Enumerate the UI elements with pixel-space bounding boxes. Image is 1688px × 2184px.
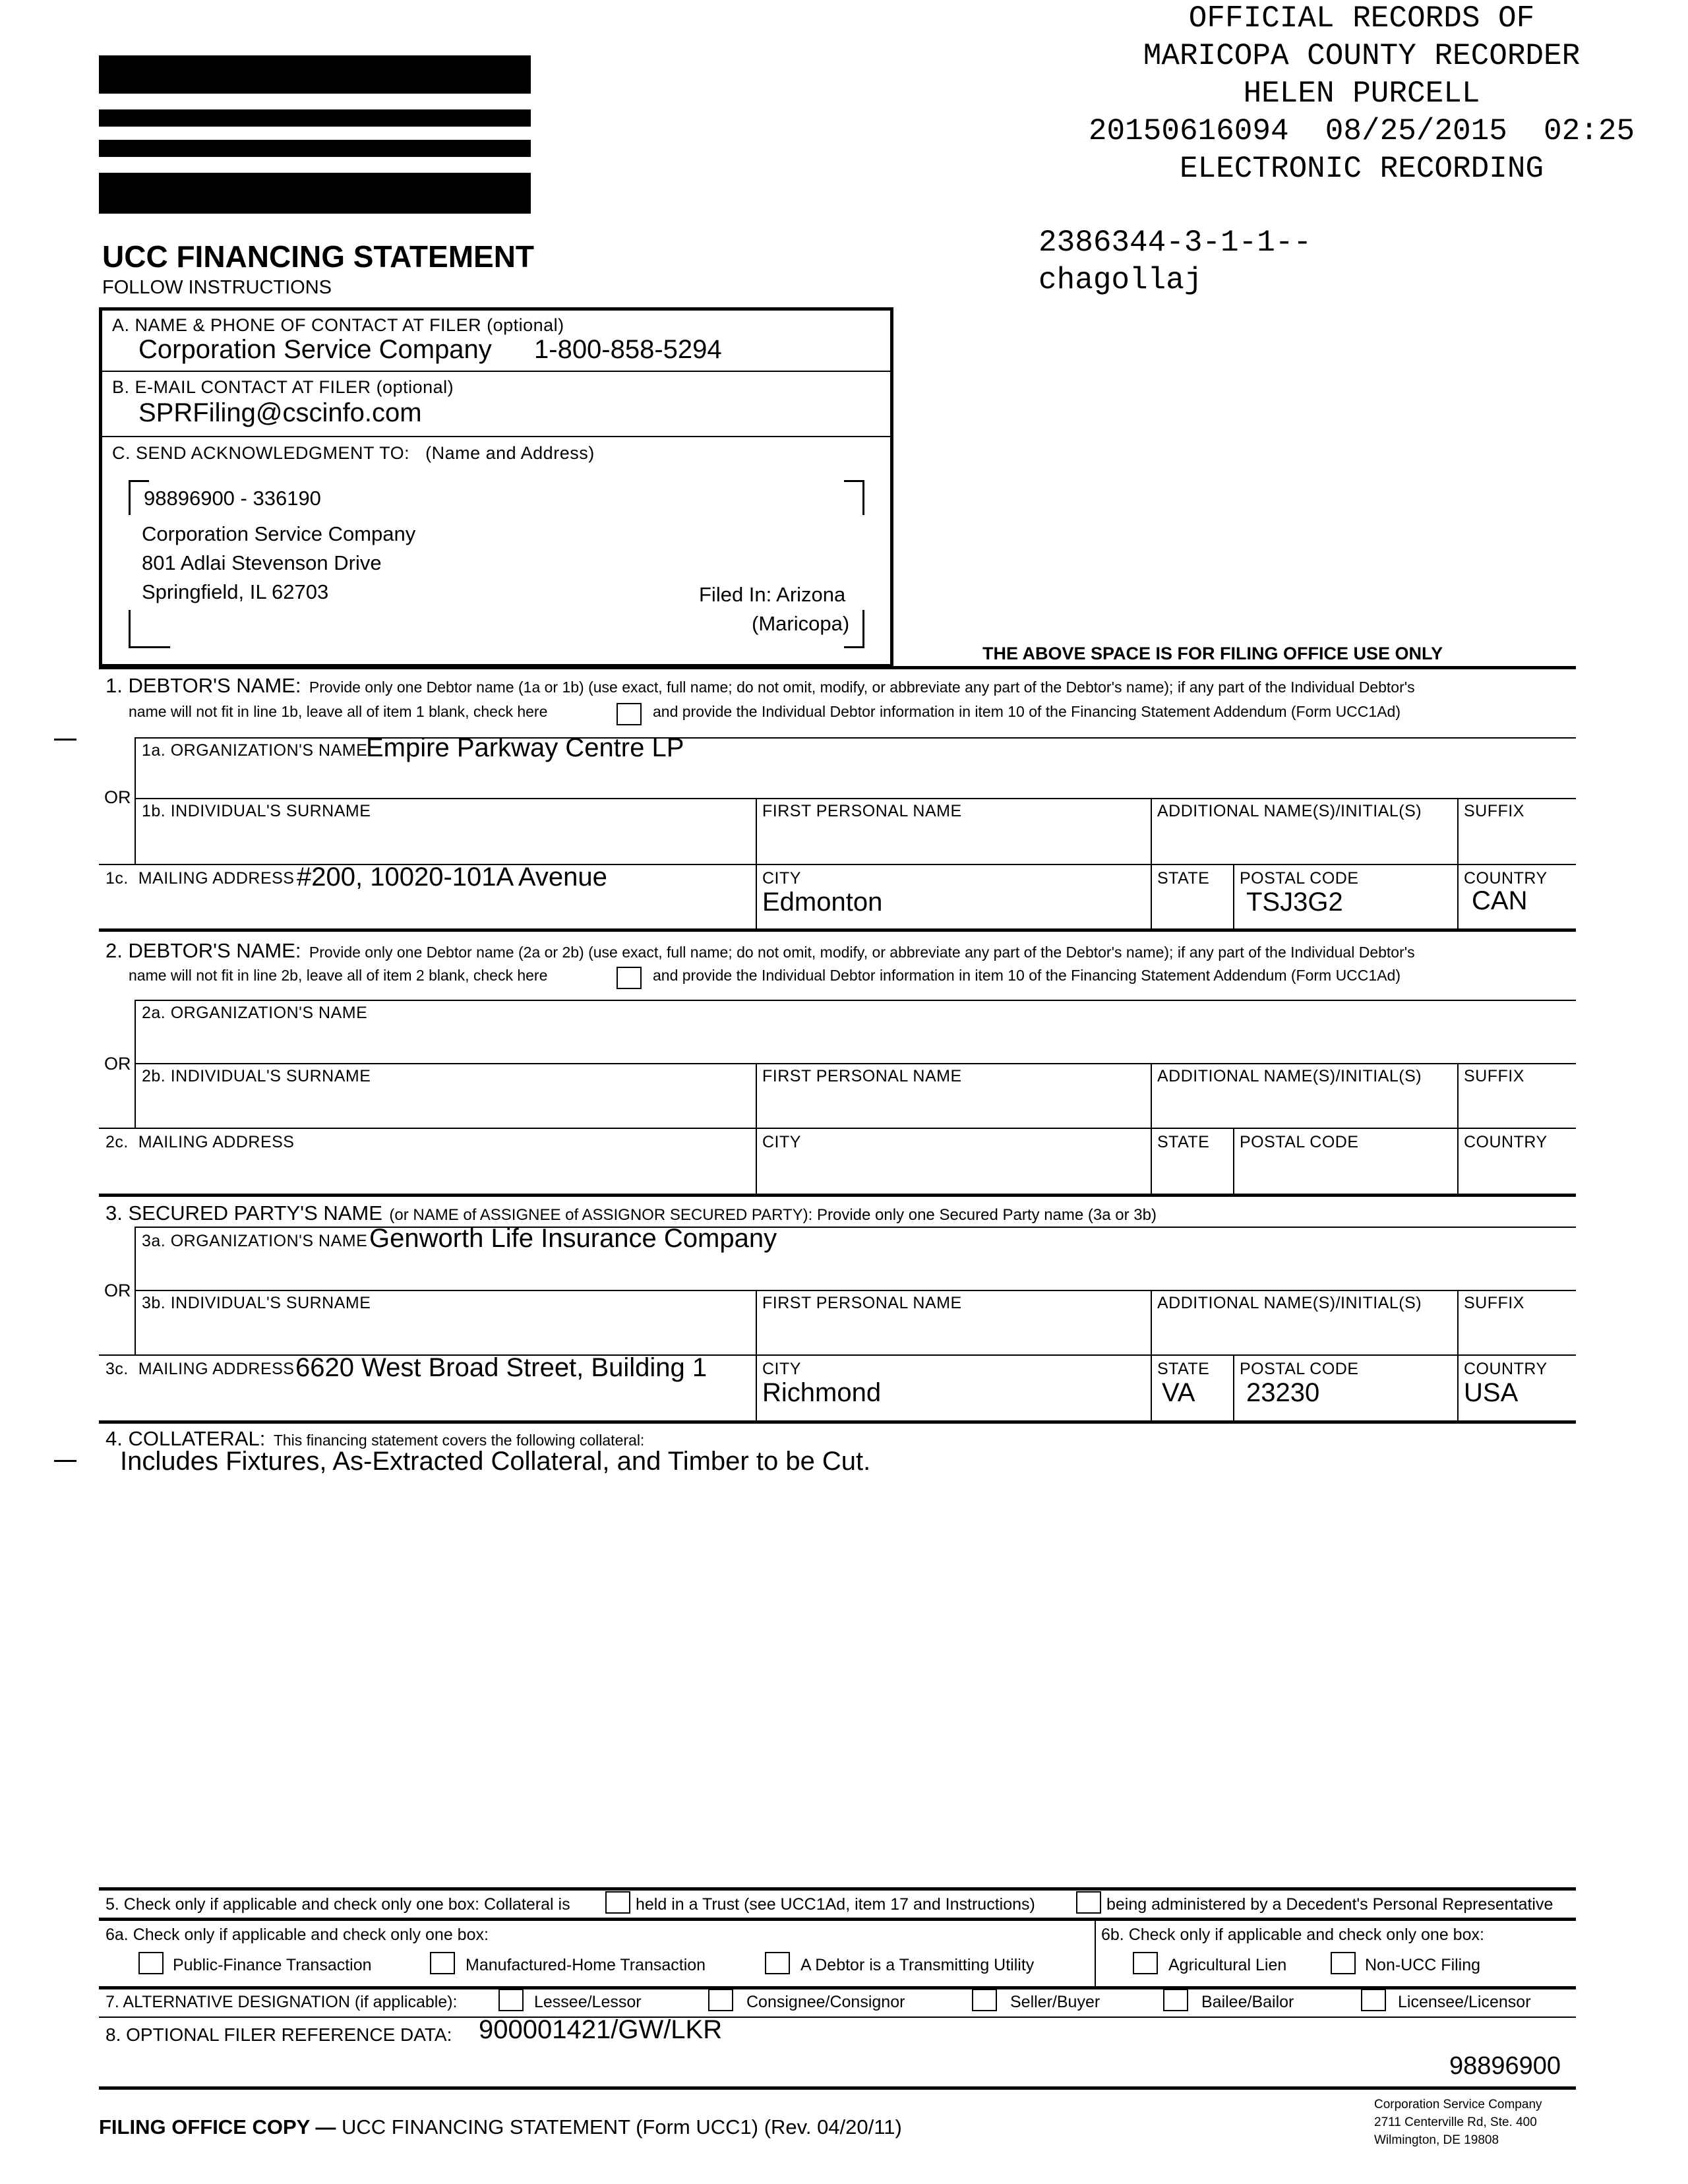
secured-state-label: STATE <box>1157 1360 1210 1378</box>
debtor2-org-label: 2a. ORGANIZATION'S NAME <box>142 1004 368 1022</box>
secured-city-label: CITY <box>762 1360 801 1378</box>
public-finance-checkbox[interactable] <box>138 1952 164 1974</box>
debtor1-inst2a: name will not fit in line 1b, leave all of item 1 blank, check here <box>129 703 548 720</box>
debtor1-city-value: Edmonton <box>762 888 883 917</box>
recorder-ref <box>1039 224 1311 299</box>
recorder-ref2: chagollaj <box>1039 263 1203 297</box>
recorder-line5: ELECTRONIC RECORDING <box>1179 152 1544 186</box>
debtor1-mail-value: #200, 10020-101A Avenue <box>297 863 607 892</box>
filer-a-name: Corporation Service Company <box>138 335 492 364</box>
licensee-licensor-checkbox[interactable] <box>1361 1989 1386 2011</box>
item7-text: 7. ALTERNATIVE DESIGNATION (if applicable): <box>106 1993 458 2011</box>
debtor1-heading <box>106 674 1415 698</box>
transmitting-utility-checkbox[interactable] <box>765 1952 790 1974</box>
form-title: UCC FINANCING STATEMENT <box>102 239 535 274</box>
filer-c-label: C. SEND ACKNOWLEDGMENT TO: (Name and Address) <box>112 443 595 463</box>
recorder-line3: HELEN PURCELL <box>1243 76 1480 111</box>
item7-opt3: Seller/Buyer <box>1010 1993 1100 2011</box>
debtor1-country-value: CAN <box>1472 886 1528 915</box>
debtor1-addendum-checkbox[interactable] <box>617 703 642 725</box>
secured-org-label: 3a. ORGANIZATION'S NAME <box>142 1232 368 1250</box>
form-subtitle: FOLLOW INSTRUCTIONS <box>102 277 332 298</box>
ack-street: 801 Adlai Stevenson Drive <box>142 551 382 574</box>
footer-address <box>1374 2096 1542 2149</box>
debtor1-city-label: CITY <box>762 869 801 888</box>
debtor1-heading-inst: Provide only one Debtor name (1a or 1b) (use exact, full name; do not omit, modify, or abbreviate any part of the Debtor's name); if any part of the Individual Debtor's <box>309 679 1415 696</box>
item7-opt5: Licensee/Licensor <box>1398 1993 1531 2011</box>
secured-heading-num: 3. SECURED PARTY'S NAME <box>106 1201 382 1225</box>
footer-copy-label: FILING OFFICE COPY — <box>99 2115 336 2138</box>
item6a-opt3: A Debtor is a Transmitting Utility <box>800 1956 1035 1974</box>
debtor1-postal-value: TSJ3G2 <box>1246 888 1343 917</box>
filer-a-phone: 1-800-858-5294 <box>534 335 722 364</box>
item5-opt1: held in a Trust (see UCC1Ad, item 17 and Instructions) <box>636 1895 1035 1914</box>
document-number: 98896900 <box>1449 2052 1561 2080</box>
debtor2-inst2b: and provide the Individual Debtor information in item 10 of the Financing Statement Addendum (Form UCC1Ad) <box>653 967 1401 984</box>
item7-opt1: Lessee/Lessor <box>534 1993 642 2011</box>
debtor2-heading-inst: Provide only one Debtor name (2a or 2b) (use exact, full name; do not omit, modify, or abbreviate any part of the Debtor's name); if any part of the Individual Debtor's <box>309 944 1415 961</box>
non-ucc-checkbox[interactable] <box>1331 1952 1356 1974</box>
secured-suffix-label: SUFFIX <box>1464 1294 1524 1312</box>
ack-city: Springfield, IL 62703 <box>142 580 329 603</box>
item7-opt4: Bailee/Bailor <box>1201 1993 1294 2011</box>
bailee-bailor-checkbox[interactable] <box>1163 1989 1188 2011</box>
secured-postal-value: 23230 <box>1246 1378 1320 1407</box>
debtor2-country-label: COUNTRY <box>1464 1133 1548 1151</box>
consignee-consignor-checkbox[interactable] <box>708 1989 733 2011</box>
collateral-heading-num: 4. COLLATERAL: <box>106 1427 266 1450</box>
secured-surname-label: 3b. INDIVIDUAL'S SURNAME <box>142 1294 371 1312</box>
debtor2-suffix-label: SUFFIX <box>1464 1067 1524 1085</box>
item5-text: 5. Check only if applicable and check only one box: Collateral is <box>106 1895 570 1914</box>
debtor2-first-label: FIRST PERSONAL NAME <box>762 1067 962 1085</box>
secured-mail-label: 3c. MAILING ADDRESS <box>106 1360 295 1378</box>
item5-decedent-checkbox[interactable] <box>1076 1891 1101 1914</box>
filer-b-label: B. E-MAIL CONTACT AT FILER (optional) <box>112 377 454 397</box>
seller-buyer-checkbox[interactable] <box>972 1989 997 2011</box>
lessee-lessor-checkbox[interactable] <box>498 1989 524 2011</box>
ack-ref: 98896900 - 336190 <box>144 487 321 510</box>
item7-opt2: Consignee/Consignor <box>746 1993 905 2011</box>
filing-office-note: THE ABOVE SPACE IS FOR FILING OFFICE USE ONLY <box>982 644 1443 663</box>
filed-in: Filed In: Arizona <box>699 583 846 606</box>
secured-postal-label: POSTAL CODE <box>1240 1360 1359 1378</box>
debtor2-mail-label: 2c. MAILING ADDRESS <box>106 1133 295 1151</box>
debtor1-org-name: Empire Parkway Centre LP <box>366 733 684 762</box>
debtor2-postal-label: POSTAL CODE <box>1240 1133 1359 1151</box>
debtor2-state-label: STATE <box>1157 1133 1210 1151</box>
ack-name: Corporation Service Company <box>142 522 416 545</box>
debtor2-heading <box>106 939 1415 963</box>
margin-mark <box>54 1460 76 1462</box>
debtor2-surname-label: 2b. INDIVIDUAL'S SURNAME <box>142 1067 371 1085</box>
recorder-line1: OFFICIAL RECORDS OF <box>1188 1 1535 36</box>
filer-b-email: SPRFiling@cscinfo.com <box>138 398 422 427</box>
debtor1-additional-label: ADDITIONAL NAME(S)/INITIAL(S) <box>1157 802 1422 820</box>
secured-country-value: USA <box>1464 1378 1519 1407</box>
debtor2-heading-num: 2. DEBTOR'S NAME: <box>106 939 301 962</box>
item6a-text: 6a. Check only if applicable and check only one box: <box>106 1926 489 1944</box>
collateral-heading-inst: This financing statement covers the following collateral: <box>273 1432 645 1449</box>
item5-trust-checkbox[interactable] <box>605 1891 630 1914</box>
debtor1-suffix-label: SUFFIX <box>1464 802 1524 820</box>
secured-additional-label: ADDITIONAL NAME(S)/INITIAL(S) <box>1157 1294 1422 1312</box>
secured-state-value: VA <box>1162 1378 1195 1407</box>
item6b-opt1: Agricultural Lien <box>1168 1956 1287 1974</box>
footer-address-line2: 2711 Centerville Rd, Ste. 400 <box>1374 2115 1537 2129</box>
item6a-opt2: Manufactured-Home Transaction <box>466 1956 706 1974</box>
item6b-opt2: Non-UCC Filing <box>1365 1956 1481 1974</box>
secured-first-label: FIRST PERSONAL NAME <box>762 1294 962 1312</box>
item6b-text: 6b. Check only if applicable and check only one box: <box>1101 1926 1484 1944</box>
secured-or: OR <box>104 1281 131 1300</box>
item8-value: 900001421/GW/LKR <box>479 2015 723 2044</box>
item5-opt2: being administered by a Decedent's Personal Representative <box>1106 1895 1553 1914</box>
item8-text: 8. OPTIONAL FILER REFERENCE DATA: <box>106 2024 452 2045</box>
debtor1-state-label: STATE <box>1157 869 1210 888</box>
footer-form-name: UCC FINANCING STATEMENT (Form UCC1) (Rev. 04/20/11) <box>342 2115 902 2138</box>
recorder-line2: MARICOPA COUNTY RECORDER <box>1143 39 1581 73</box>
debtor1-country-label: COUNTRY <box>1464 869 1548 888</box>
footer-address-line1: Corporation Service Company <box>1374 2098 1542 2111</box>
debtor2-additional-label: ADDITIONAL NAME(S)/INITIAL(S) <box>1157 1067 1422 1085</box>
debtor2-or: OR <box>104 1054 131 1074</box>
debtor1-mail-label: 1c. MAILING ADDRESS <box>106 869 295 888</box>
debtor1-first-label: FIRST PERSONAL NAME <box>762 802 962 820</box>
secured-city-value: Richmond <box>762 1378 882 1407</box>
item6a-opt1: Public-Finance Transaction <box>173 1956 372 1974</box>
secured-heading <box>106 1201 1157 1225</box>
debtor2-addendum-checkbox[interactable] <box>617 967 642 989</box>
filer-a-label: A. NAME & PHONE OF CONTACT AT FILER (optional) <box>112 315 564 335</box>
debtor1-heading-num: 1. DEBTOR'S NAME: <box>106 674 301 697</box>
recorder-ref1: 2386344-3-1-1-- <box>1039 226 1312 260</box>
debtor2-city-label: CITY <box>762 1133 801 1151</box>
secured-heading-inst: (or NAME of ASSIGNEE of ASSIGNOR SECURED PARTY): Provide only one Secured Party name (3a or 3b) <box>389 1206 1157 1224</box>
secured-mail-value: 6620 West Broad Street, Building 1 <box>295 1353 708 1382</box>
manufactured-home-checkbox[interactable] <box>430 1952 455 1974</box>
debtor1-or: OR <box>104 787 131 807</box>
secured-org-name: Genworth Life Insurance Company <box>369 1224 777 1253</box>
debtor1-org-label: 1a. ORGANIZATION'S NAME <box>142 741 368 760</box>
debtor2-inst2a: name will not fit in line 2b, leave all of item 2 blank, check here <box>129 967 548 984</box>
debtor1-inst2b: and provide the Individual Debtor information in item 10 of the Financing Statement Addendum (Form UCC1Ad) <box>653 703 1401 720</box>
margin-mark <box>54 739 76 741</box>
footer-form-id <box>99 2115 902 2139</box>
recorder-stamp <box>1035 0 1688 188</box>
debtor1-surname-label: 1b. INDIVIDUAL'S SURNAME <box>142 802 371 820</box>
recorder-line4: 20150616094 08/25/2015 02:25 <box>1088 114 1635 148</box>
footer-address-line3: Wilmington, DE 19808 <box>1374 2133 1499 2147</box>
collateral-text: Includes Fixtures, As-Extracted Collateral, and Timber to be Cut. <box>120 1447 871 1476</box>
filed-county: (Maricopa) <box>752 612 850 635</box>
secured-country-label: COUNTRY <box>1464 1360 1548 1378</box>
agricultural-lien-checkbox[interactable] <box>1133 1952 1158 1974</box>
debtor1-postal-label: POSTAL CODE <box>1240 869 1359 888</box>
